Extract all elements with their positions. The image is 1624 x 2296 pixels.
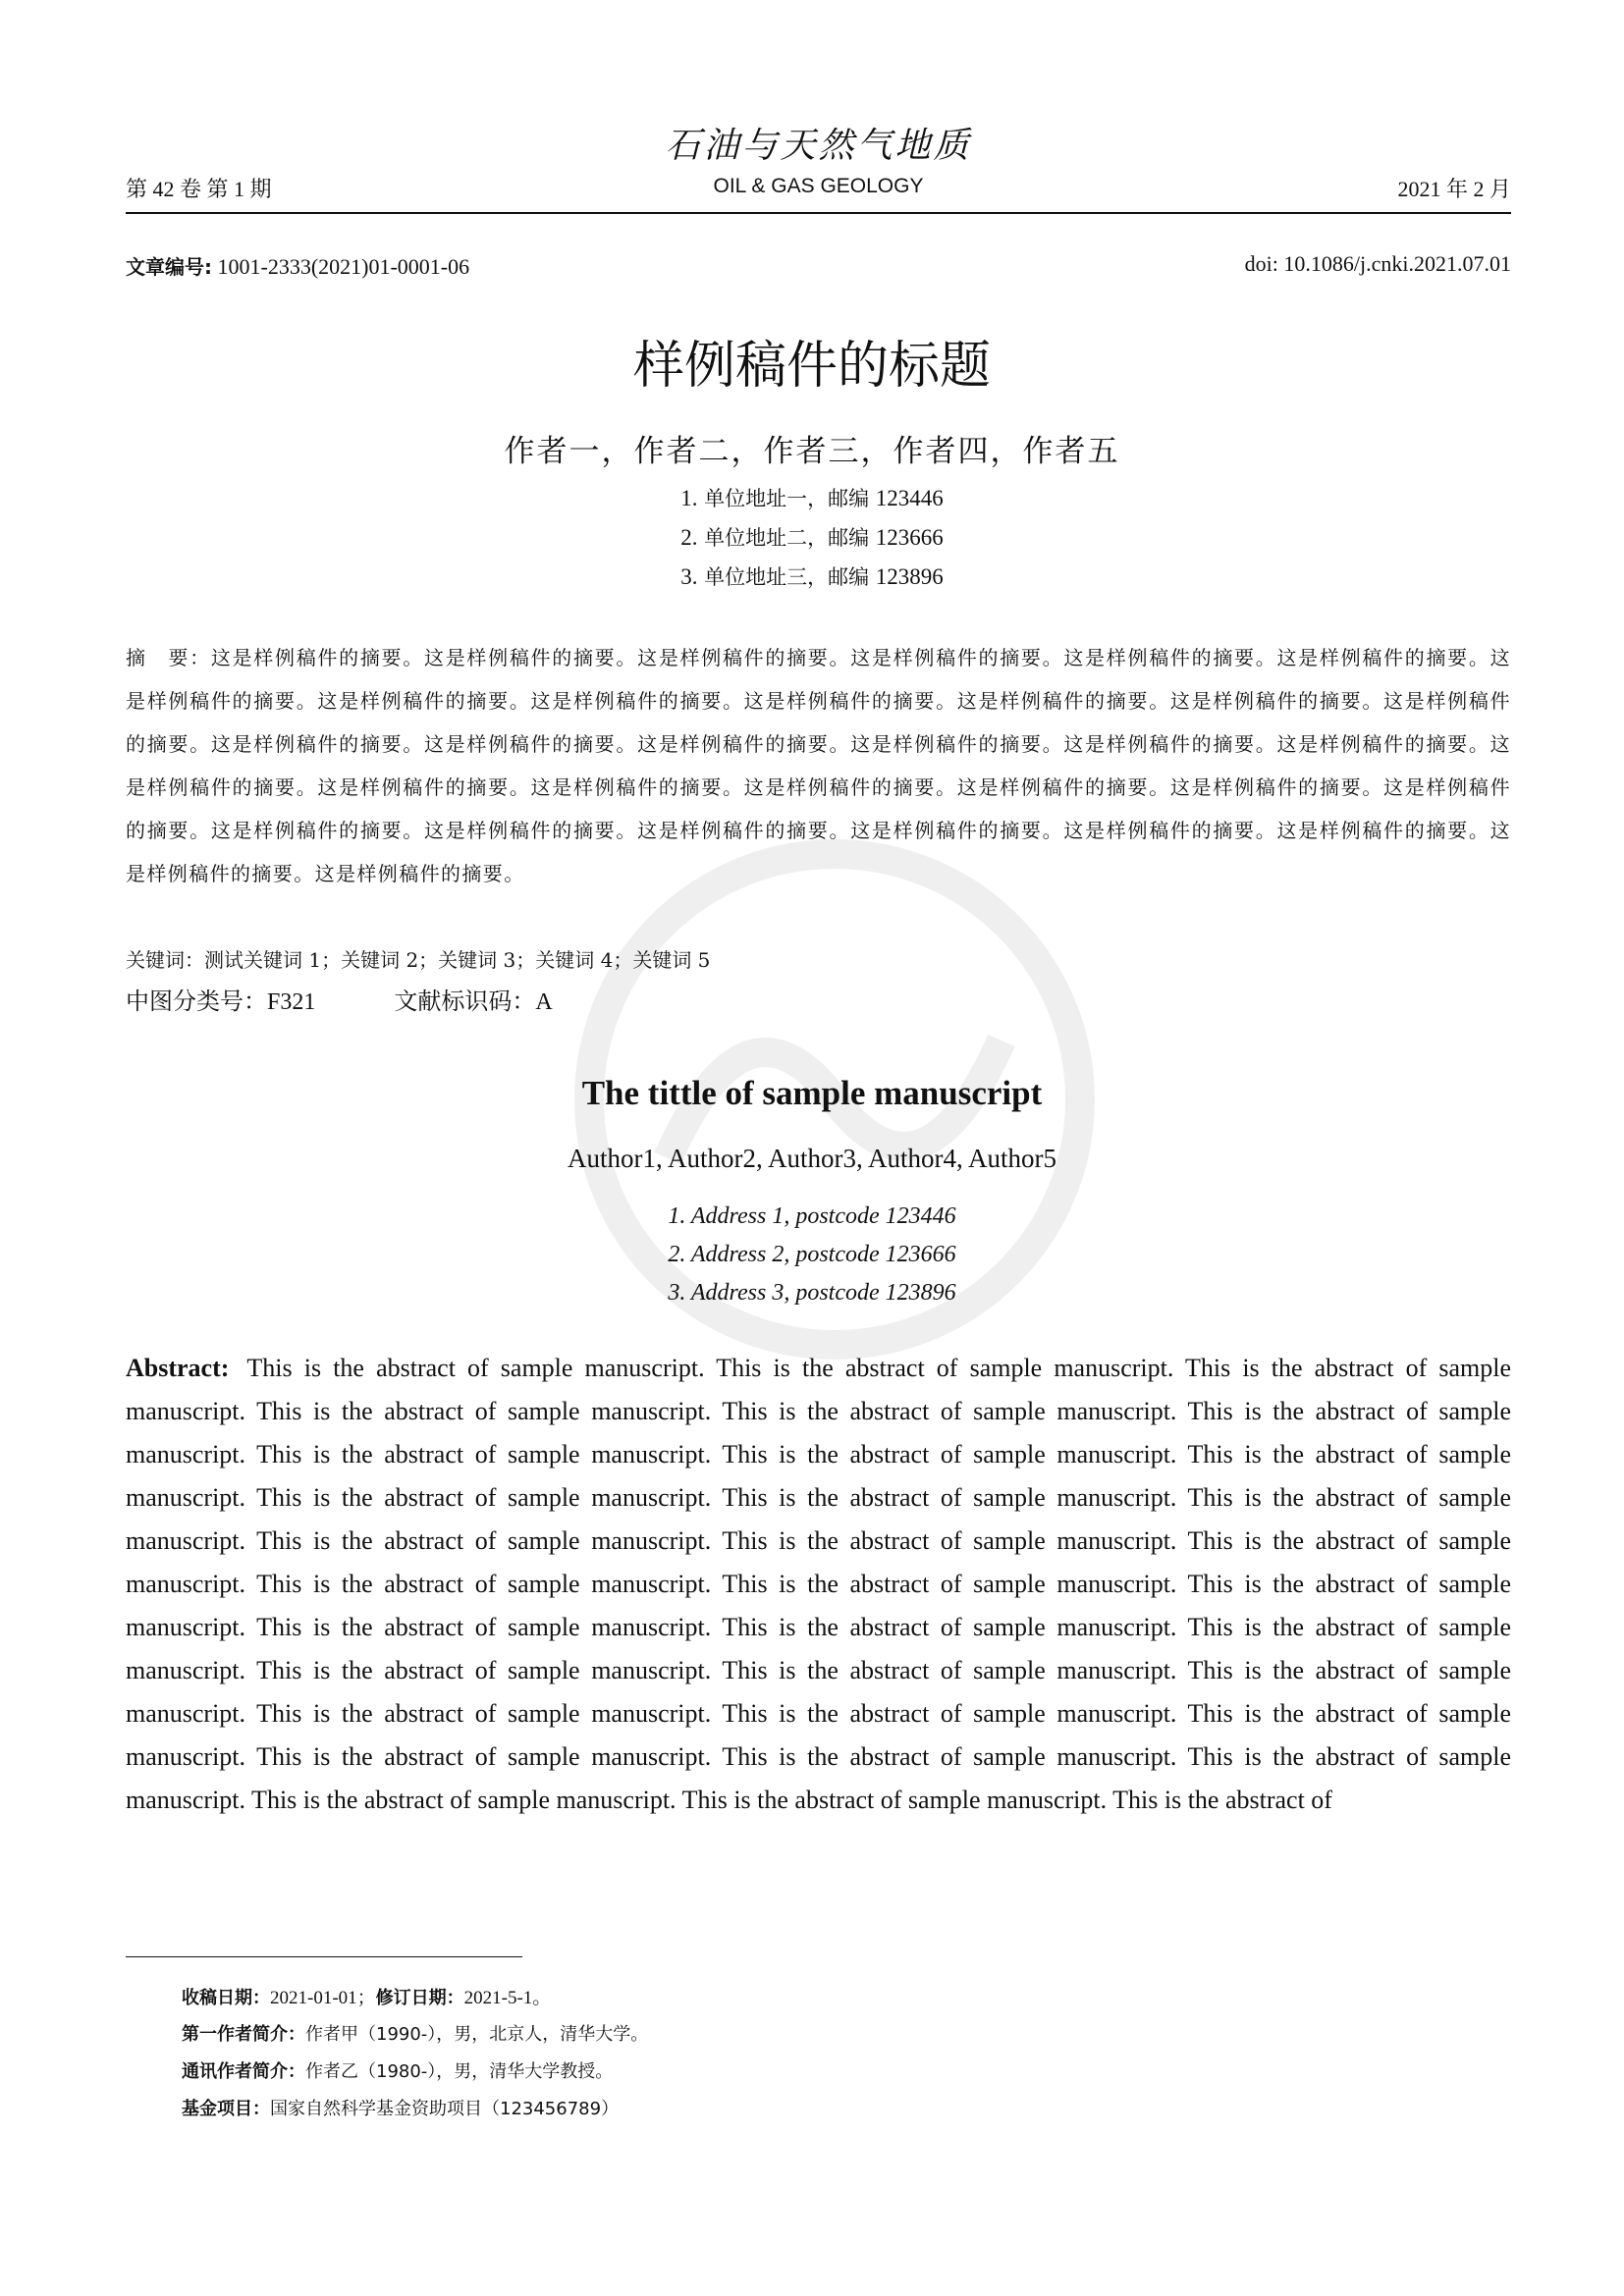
cn-abstract-label: 摘 要： bbox=[126, 646, 211, 669]
cn-aff-code: 123666 bbox=[875, 525, 944, 550]
journal-name-en: OIL & GAS GEOLOGY bbox=[713, 175, 924, 197]
footnote-label: 基金项目： bbox=[182, 2099, 270, 2119]
cn-aff-text: 单位地址三，邮编 bbox=[697, 565, 876, 589]
journal-header bbox=[126, 118, 1511, 206]
doi: doi: 10.1086/j.cnki.2021.07.01 bbox=[1244, 251, 1511, 276]
cn-aff-num: 3. bbox=[680, 564, 698, 589]
en-affiliation: 1. Address 1, postcode 123446 bbox=[668, 1203, 956, 1229]
cn-aff-code: 123446 bbox=[875, 486, 944, 510]
cn-keywords-label: 关键词： bbox=[126, 948, 204, 972]
en-affiliation: 2. Address 2, postcode 123666 bbox=[668, 1242, 956, 1267]
header-rule bbox=[126, 212, 1511, 214]
cn-keywords-text: 测试关键词 1；关键词 2；关键词 3；关键词 4；关键词 5 bbox=[204, 948, 711, 972]
footnote-value: 作者甲（1990-），男，北京人，清华大学。 bbox=[305, 2024, 649, 2045]
doc-code-label: 文献标识码： bbox=[394, 988, 536, 1015]
footnote-value: 作者乙（1980-），男，清华大学教授。 bbox=[305, 2061, 614, 2082]
cn-affiliation bbox=[0, 561, 1624, 591]
en-abstract bbox=[126, 1347, 1511, 1822]
footnote-first-author bbox=[182, 2020, 648, 2046]
en-abstract-text: This is the abstract of sample manuscript. This is the abstract of sample manuscript. This is the abstract of sample manuscript. This is the abstract of sample manuscript. This is the abstract of sample manuscript. This is the abstract of sample manuscript. This is the abstract of sample manuscript. This is the abstract of sample manuscript. This is the abstract of sample manuscript. This is the abstract of sample manuscript. This is the abstract of sample manuscript. This is the abstract of sample manuscript. This is the abstract of sample manuscript. This is the abstract of sample manuscript. This is the abstract of sample manuscript. This is the abstract of sample manuscript. This is the abstract of sample manuscript. This is the abstract of sample manuscript. This is the abstract of sample manuscript. This is the abstract of sample manuscript. This is the abstract of sample manuscript. This is the abstract of sample manuscript. This is the abstract of sample manuscript. This is the abstract of sample manuscript. This is the abstract of sample manuscript. This is the abstract of sample manuscript. This is the abstract of sample manuscript. This is the abstract of sample manuscript. This is the abstract of sample manuscript. This is the abstract of sample manuscript. This is the abstract of sample manuscript. This is the abstract of sample manuscript. This is the abstract of bbox=[126, 1354, 1511, 1814]
cn-title: 样例稿件的标题 bbox=[632, 337, 991, 396]
footnote-funding bbox=[182, 2095, 619, 2120]
cn-affiliation bbox=[0, 483, 1624, 512]
cn-affiliation bbox=[0, 522, 1624, 552]
cn-aff-code: 123896 bbox=[875, 564, 944, 589]
footnote-value: 2021-5-1。 bbox=[463, 1988, 552, 2008]
clc-value: F321 bbox=[267, 989, 316, 1015]
cn-authors: 作者一，作者二，作者三，作者四，作者五 bbox=[504, 434, 1120, 469]
doc-code-value: A bbox=[535, 989, 553, 1015]
footnote-rule bbox=[126, 1956, 522, 1957]
footnote-value: 2021-01-01； bbox=[270, 1988, 376, 2008]
en-affiliation: 3. Address 3, postcode 123896 bbox=[668, 1280, 956, 1306]
cn-aff-num: 1. bbox=[680, 486, 698, 510]
article-number-label: 文章编号: bbox=[126, 255, 212, 279]
footnote-label: 修订日期： bbox=[375, 1988, 464, 2008]
cn-abstract bbox=[126, 636, 1511, 895]
footnote-received bbox=[182, 1983, 551, 2009]
cn-abstract-text: 这是样例稿件的摘要。这是样例稿件的摘要。这是样例稿件的摘要。这是样例稿件的摘要。这是样例稿件的摘要。这是样例稿件的摘要。这是样例稿件的摘要。这是样例稿件的摘要。这是样例稿件的摘要。这是样例稿件的摘要。这是样例稿件的摘要。这是样例稿件的摘要。这是样例稿件的摘要。这是样例稿件的摘要。这是样例稿件的摘要。这是样例稿件的摘要。这是样例稿件的摘要。这是样例稿件的摘要。这是样例稿件的摘要。这是样例稿件的摘要。这是样例稿件的摘要。这是样例稿件的摘要。这是样例稿件的摘要。这是样例稿件的摘要。这是样例稿件的摘要。这是样例稿件的摘要。这是样例稿件的摘要。这是样例稿件的摘要。这是样例稿件的摘要。这是样例稿件的摘要。这是样例稿件的摘要。这是样例稿件的摘要。这是样例稿件的摘要。这是样例稿件的摘要。 bbox=[126, 646, 1511, 885]
volume-issue: 第 42 卷 第 1 期 bbox=[126, 177, 272, 201]
cn-aff-num: 2. bbox=[680, 525, 698, 550]
article-number-value: 1001-2333(2021)01-0001-06 bbox=[212, 254, 470, 279]
cn-aff-text: 单位地址一，邮编 bbox=[697, 487, 876, 510]
en-abstract-label: Abstract: bbox=[126, 1354, 230, 1382]
footnote-label: 第一作者简介： bbox=[182, 2024, 305, 2045]
cn-classification bbox=[126, 982, 553, 1016]
footnote-corresponding-author bbox=[182, 2057, 613, 2083]
en-title: The tittle of sample manuscript bbox=[581, 1074, 1043, 1112]
en-authors: Author1, Author2, Author3, Author4, Author5 bbox=[568, 1144, 1056, 1173]
cn-keywords bbox=[126, 944, 710, 973]
footnote-label: 收稿日期： bbox=[182, 1988, 270, 2008]
footnote-label: 通讯作者简介： bbox=[182, 2061, 305, 2082]
journal-logo: 石油与天然气地质 bbox=[665, 126, 972, 166]
issue-date: 2021 年 2 月 bbox=[1397, 177, 1511, 201]
cn-aff-text: 单位地址二，邮编 bbox=[697, 526, 876, 550]
clc-label: 中图分类号： bbox=[126, 988, 267, 1015]
article-number bbox=[126, 251, 469, 280]
footnote-value: 国家自然科学基金资助项目（123456789） bbox=[270, 2099, 620, 2119]
